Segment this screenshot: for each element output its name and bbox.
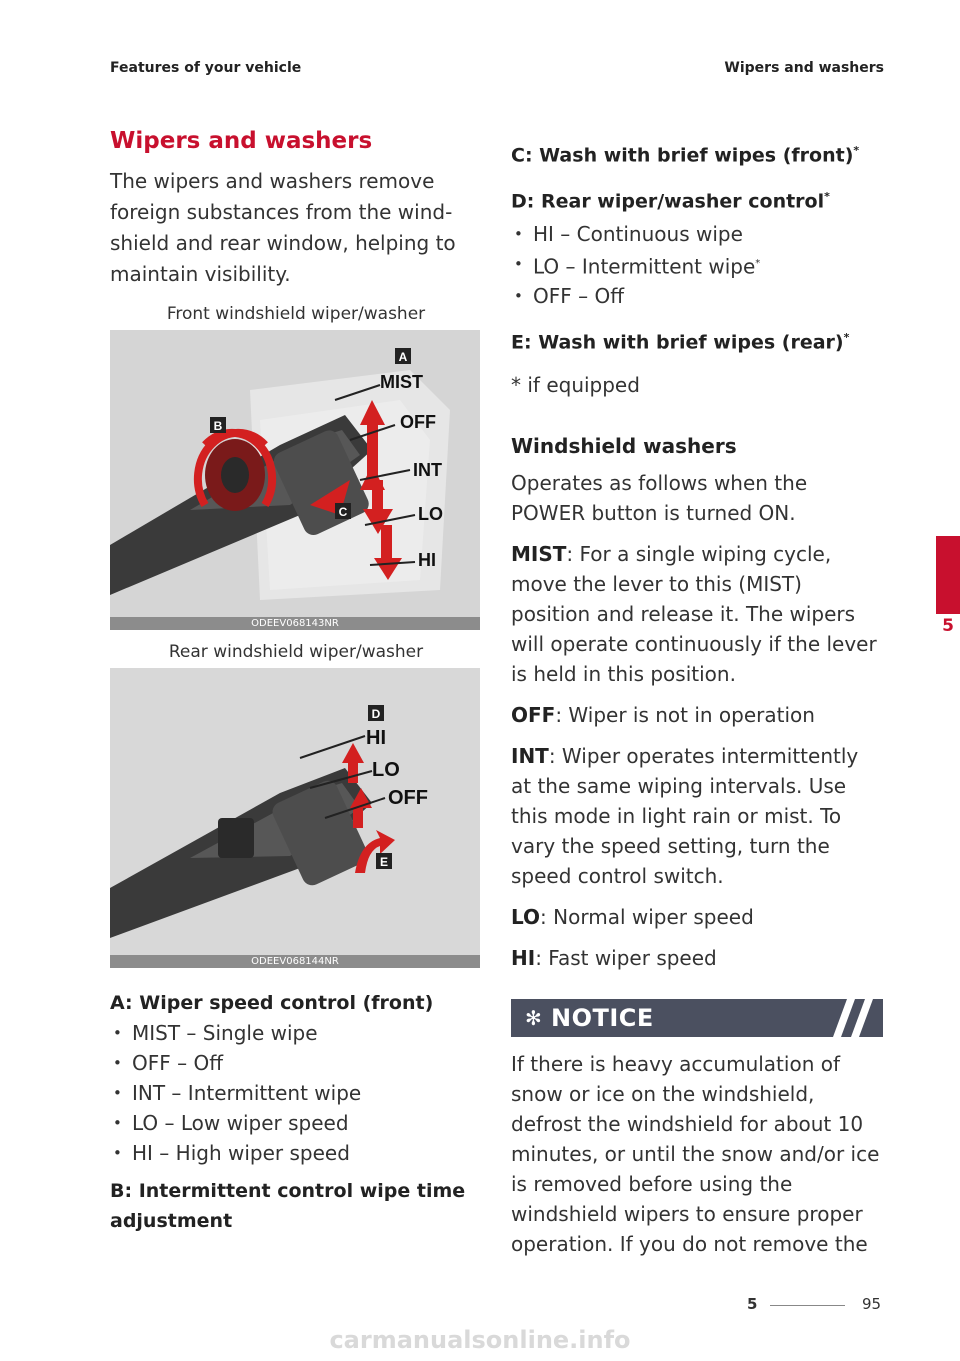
pos-mist: MIST: [380, 372, 423, 392]
item-d-mark: *: [824, 190, 830, 204]
lo-desc: [511, 902, 883, 932]
list-item: • MIST – Single wipe: [110, 1018, 482, 1048]
rear-pos-hi: HI: [366, 727, 386, 749]
running-header-left: Features of your vehicle: [110, 60, 302, 76]
left-column: [110, 128, 482, 1236]
off-desc: [511, 700, 883, 730]
footer-page-number: 95: [862, 1295, 882, 1313]
footer-chapter: 5: [747, 1295, 758, 1313]
int-desc: [511, 741, 883, 891]
mist-desc: [511, 539, 883, 689]
rear-pos-off: OFF: [388, 787, 428, 809]
watermark: carmanualsonline.info: [329, 1326, 631, 1354]
figure2-code: ODEEV068144NR: [110, 955, 480, 968]
list-item: • HI – Continuous wipe: [511, 219, 883, 249]
item-b-heading: B: Intermittent control wipe time adjustment: [110, 1180, 466, 1232]
label-c: C: [338, 505, 348, 519]
list-item: [511, 249, 883, 282]
rear-wiper-figure: [110, 668, 480, 968]
item-a-list: [110, 1018, 482, 1168]
list-item-mark: *: [755, 257, 761, 269]
lo-label: LO: [511, 904, 541, 929]
list-item-text: LO – Intermittent wipe: [533, 254, 756, 279]
footer-divider: [770, 1305, 845, 1306]
lo-text: : Normal wiper speed: [540, 904, 754, 929]
list-item: • LO – Low wiper speed: [110, 1108, 482, 1138]
item-d-text: D: Rear wiper/washer control: [511, 190, 825, 213]
front-wiper-illustration: [110, 330, 480, 630]
running-header-right: Wipers and washers: [724, 60, 884, 76]
mist-text: : For a single wiping cycle, move the lever to this (MIST) position and release it. The wipers will operate continuously if the lever is held in this position.: [511, 541, 877, 686]
list-item: • OFF – Off: [511, 281, 883, 311]
pos-off: OFF: [400, 412, 436, 432]
hi-text: : Fast wiper speed: [535, 945, 717, 970]
item-c-heading: [511, 136, 883, 170]
pos-lo: LO: [418, 504, 443, 524]
figure2-caption: Rear windshield wiper/washer: [168, 642, 424, 662]
item-e-mark: *: [843, 331, 850, 345]
washers-title: Windshield washers: [511, 433, 737, 458]
item-d-heading: [511, 182, 883, 216]
notice-label: NOTICE: [551, 1003, 654, 1032]
item-a-heading: A: Wiper speed control (front): [110, 992, 434, 1014]
label-a: A: [398, 350, 408, 364]
hi-desc: [511, 943, 883, 973]
label-d: D: [371, 707, 381, 721]
item-e-heading: [511, 323, 883, 357]
list-item: • HI – High wiper speed: [110, 1138, 482, 1168]
footnote: * if equipped: [511, 372, 640, 397]
list-item: • OFF – Off: [110, 1048, 482, 1078]
right-column: [511, 136, 883, 1259]
mist-label: MIST: [511, 541, 567, 566]
figure1-caption: Front windshield wiper/washer: [166, 304, 426, 324]
notice-text: If there is heavy accumulation of snow or ice on the windshield, defrost the windshield for about 10 minutes, or until the snow and/or ice is removed before using the windshield wipers to ensure proper operation. If you do not remove the: [511, 1051, 880, 1256]
figure1-code: ODEEV068143NR: [110, 617, 480, 630]
washers-intro: Operates as follows when the POWER button is turned ON.: [511, 470, 808, 525]
item-d-list: [511, 219, 883, 312]
pos-int: INT: [413, 460, 442, 480]
pos-hi: HI: [418, 550, 436, 570]
off-text: : Wiper is not in operation: [555, 702, 815, 727]
item-c-mark: *: [853, 144, 860, 157]
section-title: Wipers and washers: [110, 128, 373, 154]
int-label: INT: [511, 743, 549, 768]
item-e-text: E: Wash with brief wipes (rear): [511, 331, 844, 354]
hi-label: HI: [511, 945, 536, 970]
intro-paragraph: The wipers and washers remove foreign substances from the wind-shield and rear window, helping to maintain visibility.: [110, 169, 456, 286]
label-e: E: [379, 855, 389, 869]
item-c-text: C: Wash with brief wipes (front): [511, 144, 854, 167]
int-text: : Wiper operates intermittently at the same wiping intervals. Use this mode in light rain or mist. To vary the speed setting, turn the speed control switch.: [511, 743, 859, 888]
notice-slashes-icon: [815, 999, 875, 1037]
notice-banner: [511, 999, 883, 1037]
front-wiper-figure: [110, 330, 480, 630]
rear-wiper-illustration: [110, 668, 480, 968]
asterisk-icon: ✻: [525, 1005, 542, 1030]
list-item: • INT – Intermittent wipe: [110, 1078, 482, 1108]
off-label: OFF: [511, 702, 556, 727]
label-b: B: [213, 419, 223, 433]
rear-pos-lo: LO: [372, 759, 400, 781]
chapter-tab-number: 5: [936, 614, 960, 638]
